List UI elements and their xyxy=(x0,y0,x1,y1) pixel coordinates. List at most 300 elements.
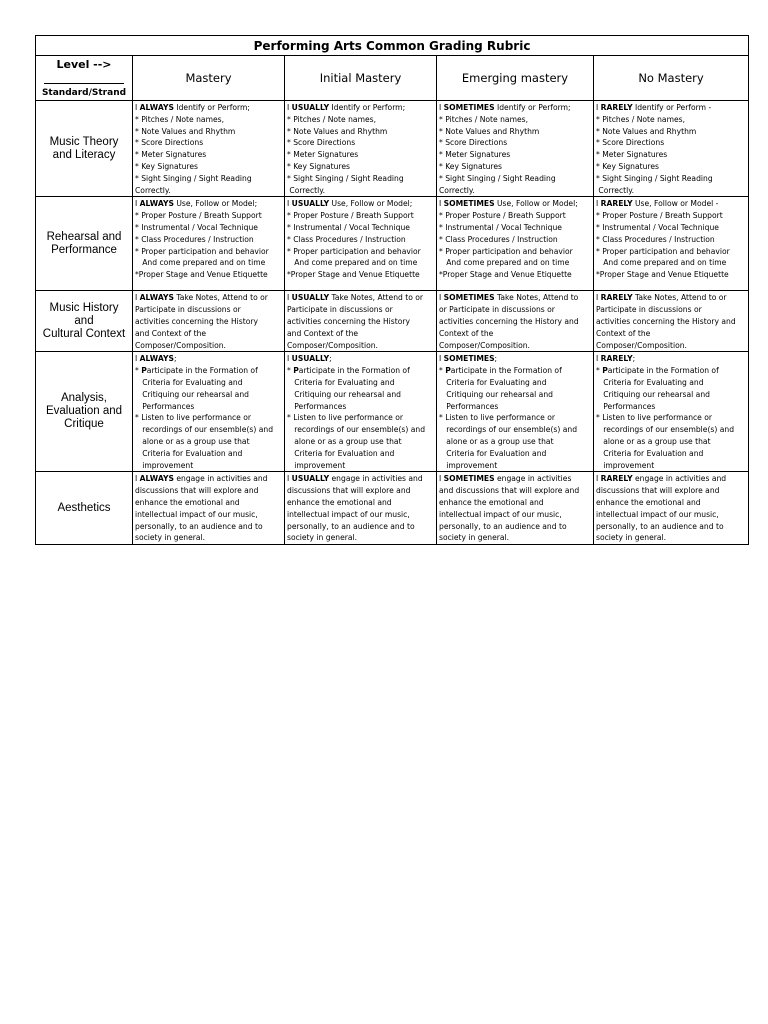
rubric-cell-line xyxy=(287,292,434,304)
rubric-cell-line xyxy=(439,340,591,352)
cell-text: *Proper Stage and Venue Etiquette xyxy=(596,270,729,280)
emphasis-text: USUALLY xyxy=(291,293,330,303)
rubric-cell-line xyxy=(135,532,282,544)
rubric-cell-line xyxy=(439,210,591,222)
rubric-cell-line xyxy=(596,114,746,126)
rubric-cell-line xyxy=(135,149,282,161)
rubric-cell-line xyxy=(596,401,746,413)
rubric-cell-line xyxy=(287,473,434,485)
strand-name xyxy=(36,291,133,352)
cell-text: Performances xyxy=(287,401,347,411)
rubric-cell-line xyxy=(439,269,591,281)
rubric-cell-line xyxy=(439,149,591,161)
cell-text: improvement xyxy=(135,460,194,470)
rubric-cell xyxy=(437,352,594,472)
rubric-cell-line xyxy=(287,185,434,197)
cell-text: improvement xyxy=(287,460,346,470)
cell-text: or Participate in discussions or xyxy=(439,305,555,315)
rubric-cell-line xyxy=(439,412,591,424)
cell-text: articipate in the Formation of xyxy=(146,366,258,376)
cell-text: * Instrumental / Vocal Technique xyxy=(287,222,410,232)
cell-text: Use, Follow or Model - xyxy=(632,199,719,209)
cell-text: Correctly. xyxy=(596,185,635,195)
cell-text: improvement xyxy=(596,460,655,470)
emphasis-text: RARELY xyxy=(600,293,633,303)
cell-text: Criteria for Evaluating and xyxy=(135,377,243,387)
cell-text: Criteria for Evaluating and xyxy=(596,377,704,387)
strand-name-line: and Literacy xyxy=(52,148,116,161)
cell-text: Context of the xyxy=(596,328,651,338)
rubric-cell-line xyxy=(596,246,746,258)
strand-name xyxy=(36,472,133,545)
cell-text: and Context of the xyxy=(135,328,207,338)
rubric-cell-line xyxy=(596,509,746,521)
rubric-cell-line xyxy=(596,412,746,424)
rubric-row xyxy=(36,352,749,472)
cell-text: activities concerning the History and xyxy=(596,316,736,326)
rubric-cell-line xyxy=(439,222,591,234)
rubric-cell-line xyxy=(596,292,746,304)
rubric-cell-line xyxy=(287,485,434,497)
emphasis-text: SOMETIMES xyxy=(443,293,495,303)
rubric-cell-line xyxy=(439,521,591,533)
cell-text: alone or as a group use that xyxy=(439,436,554,446)
rubric-cell-line xyxy=(287,234,434,246)
rubric-cell-line xyxy=(596,328,746,340)
emphasis-text: RARELY xyxy=(600,474,633,484)
rubric-cell-line xyxy=(135,412,282,424)
rubric-cell-line xyxy=(135,389,282,401)
cell-text: recordings of our ensemble(s) and xyxy=(439,425,578,435)
rubric-title: Performing Arts Common Grading Rubric xyxy=(36,36,749,56)
cell-text: I xyxy=(596,354,601,364)
cell-text: * Pitches / Note names, xyxy=(596,114,686,124)
cell-text: Participate in discussions or xyxy=(596,305,702,315)
cell-text: * Instrumental / Vocal Technique xyxy=(135,222,258,232)
level-header-mastery: Mastery xyxy=(133,56,285,101)
cell-text: discussions that will explore and xyxy=(596,486,720,496)
emphasis-text: P xyxy=(602,366,608,376)
rubric-cell-line xyxy=(596,521,746,533)
rubric-cell-line xyxy=(287,102,434,114)
level-header-no-mastery: No Mastery xyxy=(594,56,749,101)
rubric-cell-line xyxy=(596,137,746,149)
rubric-cell-line xyxy=(439,316,591,328)
rubric-cell-line xyxy=(287,460,434,472)
cell-text: society in general. xyxy=(596,533,667,543)
emphasis-text: P xyxy=(445,366,451,376)
cell-text: * Class Procedures / Instruction xyxy=(287,234,406,244)
rubric-cell-line xyxy=(135,497,282,509)
cell-text: improvement xyxy=(439,460,498,470)
rubric-cell-line xyxy=(135,316,282,328)
rubric-cell-line xyxy=(287,509,434,521)
strand-label: Standard/Strand xyxy=(41,88,127,98)
rubric-cell-line xyxy=(135,246,282,258)
emphasis-text: SOMETIMES xyxy=(443,103,495,112)
rubric-cell xyxy=(285,352,437,472)
rubric-cell-line xyxy=(135,126,282,138)
rubric-cell xyxy=(594,101,749,197)
cell-text: * Note Values and Rhythm xyxy=(596,126,697,136)
cell-text: Use, Follow or Model; xyxy=(329,199,413,209)
cell-text: I xyxy=(135,293,140,303)
cell-text: activities concerning the History xyxy=(135,316,258,326)
cell-text: I xyxy=(135,354,140,364)
cell-text: Criteria for Evaluation and xyxy=(596,448,704,458)
rubric-cell-line xyxy=(439,401,591,413)
rubric-cell xyxy=(133,101,285,197)
rubric-cell-line xyxy=(287,316,434,328)
cell-text: Composer/Composition. xyxy=(439,340,530,350)
rubric-cell-line xyxy=(596,365,746,377)
cell-text: I xyxy=(596,474,601,484)
rubric-cell-line xyxy=(596,149,746,161)
cell-text: ; xyxy=(494,354,498,364)
cell-text: Criteria for Evaluation and xyxy=(439,448,547,458)
cell-text: Use, Follow or Model; xyxy=(173,199,258,209)
cell-text: * Proper participation and behavior xyxy=(287,246,421,256)
cell-text: * Score Directions xyxy=(439,138,508,148)
cell-text: Performances xyxy=(135,401,195,411)
rubric-cell-line xyxy=(439,532,591,544)
cell-text: * Proper Posture / Breath Support xyxy=(439,211,566,221)
rubric-cell-line xyxy=(439,198,591,210)
rubric-cell-line xyxy=(135,269,282,281)
level-header-initial-mastery: Initial Mastery xyxy=(285,56,437,101)
emphasis-text: ALWAYS xyxy=(139,474,174,484)
cell-text: recordings of our ensemble(s) and xyxy=(596,425,735,435)
cell-text: Take Notes, Attend to or xyxy=(632,293,727,303)
rubric-cell-line xyxy=(596,173,746,185)
cell-text: intellectual impact of our music, xyxy=(287,509,410,519)
cell-text: * Class Procedures / Instruction xyxy=(135,234,254,244)
rubric-cell-line xyxy=(439,328,591,340)
rubric-cell-line xyxy=(287,497,434,509)
cell-text: Take Notes, Attend to or xyxy=(173,293,268,303)
rubric-cell-line xyxy=(596,460,746,472)
emphasis-text: SOMETIMES xyxy=(443,474,495,484)
cell-text: alone or as a group use that xyxy=(596,436,711,446)
cell-text: * Pitches / Note names, xyxy=(135,114,225,124)
strand-name-line: Cultural Context xyxy=(42,327,126,340)
rubric-cell-line xyxy=(439,173,591,185)
cell-text: * Proper Posture / Breath Support xyxy=(596,211,723,221)
rubric-cell-line xyxy=(439,485,591,497)
cell-text: Context of the xyxy=(439,328,494,338)
cell-text: * Key Signatures xyxy=(596,161,659,171)
cell-text: Identify or Perform; xyxy=(494,103,571,112)
cell-text: personally, to an audience and to xyxy=(135,521,263,531)
cell-text: *Proper Stage and Venue Etiquette xyxy=(135,270,268,280)
rubric-cell-line xyxy=(287,365,434,377)
rubric-cell-line xyxy=(135,185,282,197)
cell-text: *Proper Stage and Venue Etiquette xyxy=(287,270,420,280)
rubric-cell-line xyxy=(596,424,746,436)
cell-text: Correctly. xyxy=(287,185,326,195)
cell-text: Performances xyxy=(439,401,499,411)
rubric-body xyxy=(36,36,749,545)
cell-text: I xyxy=(596,103,601,112)
cell-text: and Context of the xyxy=(287,328,359,338)
cell-text: And come prepared and on time xyxy=(596,258,727,268)
rubric-cell-line xyxy=(287,210,434,222)
rubric-cell-line xyxy=(287,149,434,161)
cell-text: * Proper participation and behavior xyxy=(135,246,269,256)
cell-text: * Instrumental / Vocal Technique xyxy=(439,222,562,232)
cell-text: * xyxy=(596,366,603,376)
rubric-cell-line xyxy=(596,210,746,222)
cell-text: * Listen to live performance or xyxy=(596,413,713,423)
strand-name-line: Analysis, xyxy=(60,392,108,405)
grading-rubric-table xyxy=(35,35,749,545)
rubric-cell-line xyxy=(596,448,746,460)
rubric-cell-line xyxy=(135,340,282,352)
rubric-cell xyxy=(285,291,437,352)
cell-text: recordings of our ensemble(s) and xyxy=(287,425,426,435)
strand-name xyxy=(36,101,133,197)
rubric-cell-line xyxy=(596,185,746,197)
rubric-cell-line xyxy=(439,448,591,460)
cell-text: * Listen to live performance or xyxy=(135,413,252,423)
emphasis-text: ALWAYS xyxy=(139,354,174,364)
rubric-cell xyxy=(285,101,437,197)
strand-name-line: Critique xyxy=(64,418,104,431)
corner-divider xyxy=(44,83,124,84)
rubric-cell-line xyxy=(287,126,434,138)
rubric-cell-line xyxy=(596,532,746,544)
cell-text: * Meter Signatures xyxy=(287,150,359,160)
cell-text: enhance the emotional and xyxy=(135,497,240,507)
cell-text: intellectual impact of our music, xyxy=(596,509,719,519)
rubric-cell-line xyxy=(135,353,282,365)
rubric-cell-line xyxy=(596,497,746,509)
cell-text: Take Notes, Attend to xyxy=(494,293,579,303)
cell-text: I xyxy=(439,354,444,364)
level-header-emerging-mastery: Emerging mastery xyxy=(437,56,594,101)
rubric-cell-line xyxy=(439,257,591,269)
rubric-row xyxy=(36,197,749,291)
cell-text: Critiquing our rehearsal and xyxy=(439,389,553,399)
title-row xyxy=(36,36,749,56)
cell-text: Criteria for Evaluating and xyxy=(439,377,547,387)
cell-text: enhance the emotional and xyxy=(439,497,544,507)
cell-text: Identify or Perform; xyxy=(173,103,250,112)
rubric-cell-line xyxy=(135,509,282,521)
rubric-cell-line xyxy=(439,185,591,197)
cell-text: Critiquing our rehearsal and xyxy=(596,389,710,399)
rubric-cell xyxy=(133,472,285,545)
rubric-cell-line xyxy=(439,436,591,448)
rubric-cell-line xyxy=(596,436,746,448)
cell-text: Composer/Composition. xyxy=(596,340,687,350)
rubric-cell-line xyxy=(135,161,282,173)
cell-text: I xyxy=(287,103,292,112)
cell-text: Participate in discussions or xyxy=(135,305,241,315)
rubric-cell-line xyxy=(287,304,434,316)
rubric-cell xyxy=(594,352,749,472)
rubric-cell-line xyxy=(135,401,282,413)
cell-text: personally, to an audience and to xyxy=(439,521,567,531)
rubric-cell-line xyxy=(439,424,591,436)
rubric-cell-line xyxy=(287,353,434,365)
cell-text: * Proper participation and behavior xyxy=(439,246,573,256)
cell-text: I xyxy=(596,199,601,209)
rubric-cell-line xyxy=(439,102,591,114)
rubric-cell-line xyxy=(135,365,282,377)
cell-text: enhance the emotional and xyxy=(596,497,701,507)
strand-name-line: Music History xyxy=(49,301,119,314)
cell-text: enhance the emotional and xyxy=(287,497,392,507)
rubric-cell-line xyxy=(596,353,746,365)
cell-text: * Note Values and Rhythm xyxy=(287,126,388,136)
rubric-cell-line xyxy=(287,328,434,340)
cell-text: and discussions that will explore and xyxy=(439,486,580,496)
cell-text: * xyxy=(287,366,294,376)
cell-text: * Key Signatures xyxy=(439,161,502,171)
emphasis-text: USUALLY xyxy=(291,474,330,484)
emphasis-text: P xyxy=(141,366,147,376)
cell-text: I xyxy=(439,199,444,209)
cell-text: * Class Procedures / Instruction xyxy=(596,234,715,244)
cell-text: intellectual impact of our music, xyxy=(135,509,258,519)
rubric-cell-line xyxy=(135,436,282,448)
rubric-cell-line xyxy=(135,292,282,304)
rubric-row xyxy=(36,291,749,352)
cell-text: articipate in the Formation of xyxy=(450,366,562,376)
cell-text: * Key Signatures xyxy=(287,161,350,171)
rubric-cell-line xyxy=(135,521,282,533)
cell-text: Criteria for Evaluation and xyxy=(287,448,395,458)
rubric-cell-line xyxy=(596,234,746,246)
rubric-cell xyxy=(285,472,437,545)
cell-text: I xyxy=(135,103,140,112)
cell-text: * Meter Signatures xyxy=(596,150,668,160)
cell-text: recordings of our ensemble(s) and xyxy=(135,425,274,435)
rubric-cell-line xyxy=(287,222,434,234)
cell-text: * xyxy=(135,366,142,376)
rubric-row xyxy=(36,472,749,545)
rubric-cell-line xyxy=(135,460,282,472)
rubric-cell xyxy=(133,197,285,291)
rubric-cell-line xyxy=(596,473,746,485)
strand-name-line: Evaluation and xyxy=(45,405,123,418)
rubric-cell-line xyxy=(287,257,434,269)
emphasis-text: USUALLY xyxy=(291,199,330,209)
cell-text: Performances xyxy=(596,401,656,411)
rubric-cell-line xyxy=(439,509,591,521)
rubric-cell-line xyxy=(596,257,746,269)
rubric-cell-line xyxy=(439,389,591,401)
rubric-cell-line xyxy=(439,365,591,377)
emphasis-text: SOMETIMES xyxy=(443,199,495,209)
rubric-cell-line xyxy=(135,198,282,210)
rubric-cell-line xyxy=(135,485,282,497)
cell-text: * Score Directions xyxy=(135,138,204,148)
cell-text: * Class Procedures / Instruction xyxy=(439,234,558,244)
rubric-cell-line xyxy=(596,126,746,138)
cell-text: engage in activities xyxy=(494,474,572,484)
rubric-cell-line xyxy=(287,424,434,436)
rubric-cell-line xyxy=(135,257,282,269)
cell-text: Correctly. xyxy=(135,185,171,195)
cell-text: Critiquing our rehearsal and xyxy=(287,389,401,399)
emphasis-text: ALWAYS xyxy=(139,293,174,303)
rubric-cell-line xyxy=(596,198,746,210)
emphasis-text: ALWAYS xyxy=(139,199,174,209)
cell-text: Composer/Composition. xyxy=(287,340,378,350)
emphasis-text: P xyxy=(293,366,299,376)
cell-text: articipate in the Formation of xyxy=(607,366,719,376)
cell-text: I xyxy=(439,474,444,484)
cell-text: I xyxy=(135,199,140,209)
cell-text: I xyxy=(439,103,444,112)
cell-text: ; xyxy=(329,354,332,364)
cell-text: engage in activities and xyxy=(173,474,268,484)
cell-text: Correctly. xyxy=(439,185,475,195)
cell-text: And come prepared and on time xyxy=(135,258,266,268)
cell-text: Criteria for Evaluating and xyxy=(287,377,395,387)
rubric-cell-line xyxy=(439,234,591,246)
level-header-row xyxy=(36,56,749,101)
cell-text: *Proper Stage and Venue Etiquette xyxy=(439,270,572,280)
rubric-cell-line xyxy=(596,222,746,234)
rubric-cell-line xyxy=(439,114,591,126)
emphasis-text: USUALLY xyxy=(291,354,330,364)
cell-text: * Proper participation and behavior xyxy=(596,246,730,256)
rubric-cell-line xyxy=(135,102,282,114)
rubric-cell-line xyxy=(287,161,434,173)
rubric-cell xyxy=(594,291,749,352)
rubric-cell-line xyxy=(439,161,591,173)
rubric-cell-line xyxy=(596,304,746,316)
strand-name-line: Rehearsal and xyxy=(46,230,122,243)
cell-text: * Sight Singing / Sight Reading xyxy=(596,173,713,183)
cell-text: Participate in discussions or xyxy=(287,305,393,315)
cell-text: discussions that will explore and xyxy=(287,486,411,496)
cell-text: personally, to an audience and to xyxy=(287,521,415,531)
cell-text: And come prepared and on time xyxy=(287,258,418,268)
cell-text: * Pitches / Note names, xyxy=(287,114,377,124)
cell-text: intellectual impact of our music, xyxy=(439,509,562,519)
emphasis-text: RARELY xyxy=(600,354,633,364)
cell-text: * Sight Singing / Sight Reading xyxy=(439,173,556,183)
cell-text: * Pitches / Note names, xyxy=(439,114,529,124)
rubric-cell-line xyxy=(287,114,434,126)
rubric-cell-line xyxy=(287,389,434,401)
cell-text: Take Notes, Attend to or xyxy=(329,293,424,303)
cell-text: I xyxy=(287,293,292,303)
rubric-cell-line xyxy=(596,340,746,352)
rubric-cell-line xyxy=(287,532,434,544)
cell-text: ; xyxy=(173,354,177,364)
rubric-cell-line xyxy=(135,424,282,436)
rubric-cell-line xyxy=(439,292,591,304)
emphasis-text: USUALLY xyxy=(291,103,330,112)
cell-text: alone or as a group use that xyxy=(135,436,250,446)
rubric-cell xyxy=(437,101,594,197)
rubric-cell-line xyxy=(287,198,434,210)
level-label: Level --> xyxy=(56,58,112,71)
rubric-row xyxy=(36,101,749,197)
strand-name xyxy=(36,352,133,472)
rubric-cell-line xyxy=(287,246,434,258)
rubric-cell-line xyxy=(287,401,434,413)
rubric-cell xyxy=(594,197,749,291)
cell-text: alone or as a group use that xyxy=(287,436,402,446)
cell-text: I xyxy=(135,474,140,484)
cell-text: I xyxy=(439,293,444,303)
